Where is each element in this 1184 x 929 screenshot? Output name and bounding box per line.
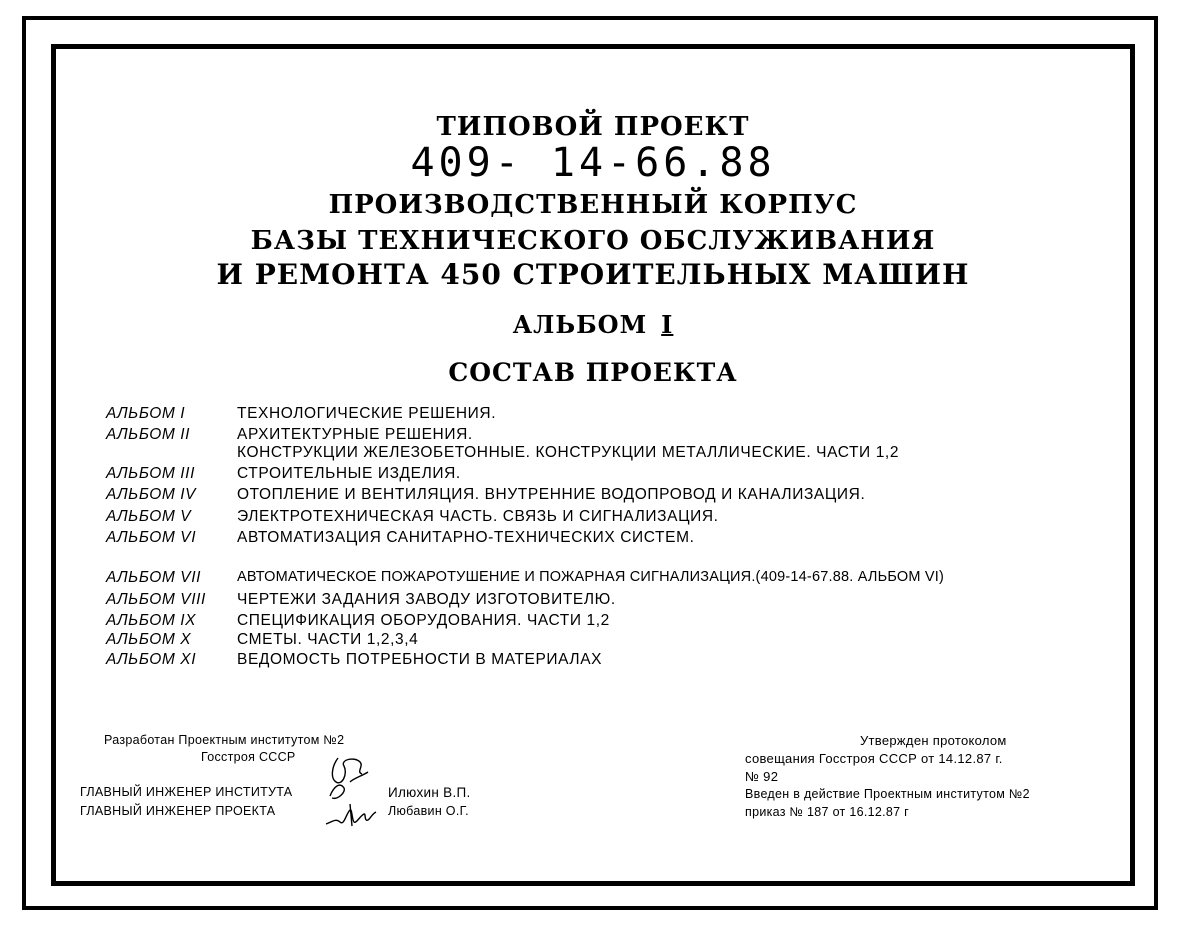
album-label: АЛЬБОМ X xyxy=(106,631,192,648)
album-description: СТРОИТЕЛЬНЫЕ ИЗДЕЛИЯ. xyxy=(237,465,461,482)
album-description: АРХИТЕКТУРНЫЕ РЕШЕНИЯ. xyxy=(237,426,473,443)
album-label: АЛЬБОМ XI xyxy=(106,651,197,668)
album-label: АЛЬБОМ II xyxy=(106,426,191,443)
chief-engineer-institute-title: ГЛАВНЫЙ ИНЖЕНЕР ИНСТИТУТА xyxy=(80,785,293,799)
album-description: ОТОПЛЕНИЕ И ВЕНТИЛЯЦИЯ. ВНУТРЕННИЕ ВОДОПРОВОД И КАНАЛИЗАЦИЯ. xyxy=(237,486,866,503)
album-heading-number: I xyxy=(661,310,674,339)
section-title: СОСТАВ ПРОЕКТА xyxy=(448,358,738,387)
chief-engineer-project-name: Любавин О.Г. xyxy=(388,804,469,818)
album-label: АЛЬБОМ VII xyxy=(106,569,202,586)
approval-meeting: совещания Госстроя СССР от 14.12.87 г. xyxy=(745,751,1003,766)
chief-engineer-project-title: ГЛАВНЫЙ ИНЖЕНЕР ПРОЕКТА xyxy=(80,804,276,818)
album-description: АВТОМАТИЧЕСКОЕ ПОЖАРОТУШЕНИЕ И ПОЖАРНАЯ СИГНАЛИЗАЦИЯ.(409-14-67.88. АЛЬБОМ VI) xyxy=(237,569,944,585)
project-title-line-1: ПРОИЗВОДСТВЕННЫЙ КОРПУС xyxy=(328,190,858,220)
album-label: АЛЬБОМ I xyxy=(106,405,186,422)
album-description: СМЕТЫ. ЧАСТИ 1,2,3,4 xyxy=(237,631,419,648)
order-number: приказ № 187 от 16.12.87 г xyxy=(745,805,910,819)
album-description: ТЕХНОЛОГИЧЕСКИЕ РЕШЕНИЯ. xyxy=(237,405,497,422)
developer-org: Госстроя СССР xyxy=(201,750,296,764)
album-label: АЛЬБОМ III xyxy=(106,465,195,482)
signature-lyubavin xyxy=(322,800,378,830)
album-description: КОНСТРУКЦИИ ЖЕЛЕЗОБЕТОННЫЕ. КОНСТРУКЦИИ МЕТАЛЛИЧЕСКИЕ. ЧАСТИ 1,2 xyxy=(237,444,900,461)
signature-illuhin xyxy=(310,752,374,804)
project-title-line-2: БАЗЫ ТЕХНИЧЕСКОГО ОБСЛУЖИВАНИЯ xyxy=(250,226,936,256)
protocol-number: № 92 xyxy=(745,769,779,784)
album-label: АЛЬБОМ IX xyxy=(106,612,197,629)
album-description: ЧЕРТЕЖИ ЗАДАНИЯ ЗАВОДУ ИЗГОТОВИТЕЛЮ. xyxy=(237,591,616,608)
album-description: ЭЛЕКТРОТЕХНИЧЕСКАЯ ЧАСТЬ. СВЯЗЬ И СИГНАЛИЗАЦИЯ. xyxy=(237,508,719,525)
album-heading-label: АЛЬБОМ xyxy=(512,310,648,339)
album-label: АЛЬБОМ V xyxy=(106,508,192,525)
project-number: 409- 14-66.88 xyxy=(410,140,776,186)
approved-by-protocol: Утвержден протоколом xyxy=(860,733,1007,748)
album-description: АВТОМАТИЗАЦИЯ САНИТАРНО-ТЕХНИЧЕСКИХ СИСТЕМ. xyxy=(237,529,695,546)
introduced-by: Введен в действие Проектным институтом №2 xyxy=(745,787,1030,801)
developed-by: Разработан Проектным институтом №2 xyxy=(104,733,345,747)
album-label: АЛЬБОМ VIII xyxy=(106,591,206,608)
album-label: АЛЬБОМ IV xyxy=(106,486,197,503)
album-label: АЛЬБОМ VI xyxy=(106,529,197,546)
album-description: СПЕЦИФИКАЦИЯ ОБОРУДОВАНИЯ. ЧАСТИ 1,2 xyxy=(237,612,610,629)
project-title-line-3: И РЕМОНТА 450 СТРОИТЕЛЬНЫХ МАШИН xyxy=(216,258,970,291)
doc-type-title: ТИПОВОЙ ПРОЕКТ xyxy=(436,112,750,142)
chief-engineer-institute-name: Илюхин В.П. xyxy=(388,785,471,800)
album-description: ВЕДОМОСТЬ ПОТРЕБНОСТИ В МАТЕРИАЛАХ xyxy=(237,651,603,668)
